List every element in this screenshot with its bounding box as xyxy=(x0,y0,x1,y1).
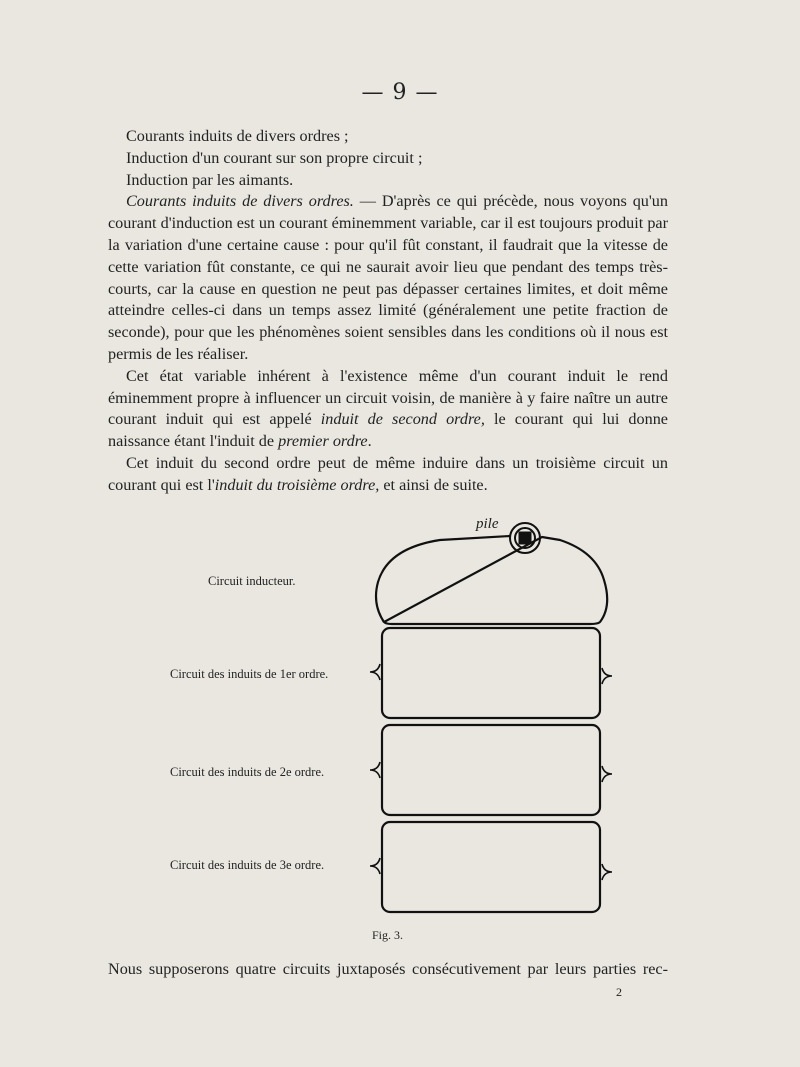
list-item: Courants induits de divers ordres ; xyxy=(126,127,349,145)
battery-icon xyxy=(510,523,540,553)
right-brace-1 xyxy=(602,668,612,684)
paragraph-2-text-b: le courant qui lui donne naissance étant l'induit de xyxy=(108,410,668,451)
paragraph-2-text-c: . xyxy=(367,432,372,451)
signature-mark: 2 xyxy=(616,985,622,999)
paragraph-2-emphasis-2: premier ordre xyxy=(278,432,368,451)
inducing-circuit xyxy=(376,536,607,624)
paragraph-1 xyxy=(108,191,668,365)
circuit-order-1 xyxy=(382,628,600,718)
paragraph-3-emphasis: induit du troisième ordre, xyxy=(214,475,380,494)
right-brace-2 xyxy=(602,766,612,782)
paragraph-1-body: — D'après ce qui précède, nous voyons qu'un courant d'induction est un courant éminemment variable, car il est toujours produit par la variation d'une certaine cause : pour qu'il fût constant, il faudrait que la vitesse de cette variation fût constante, ce qui ne saurait avoir lieu que pendant des temps très-courts, car la cause en question ne peut pas dépasser certaines limites, et doit même atteindre celles-ci dans un temps assez limité (généralement une petite fraction de seconde), pour que les phénomènes soient sensibles dans les conditions où il nous est permis de les réaliser. xyxy=(108,192,668,363)
paragraph-3-text-b: et ainsi de suite. xyxy=(379,475,488,494)
circuit-order-2 xyxy=(382,725,600,815)
paragraph-3 xyxy=(108,453,668,497)
page-number: — 9 — xyxy=(361,80,439,105)
right-brace-3 xyxy=(602,864,612,880)
bottom-line: Nous supposerons quatre circuits juxtaposés consécutivement par leurs parties rec- xyxy=(108,960,668,978)
left-brace-2 xyxy=(370,762,380,778)
body-text xyxy=(108,126,668,497)
pile-label: pile xyxy=(476,516,499,532)
paragraph-2-emphasis-1: induit de second ordre, xyxy=(320,410,485,429)
left-brace-1 xyxy=(370,664,380,680)
label-inducing-circuit: Circuit inducteur. xyxy=(208,574,296,588)
label-order-2: Circuit des induits de 2e ordre. xyxy=(170,765,325,779)
circuit-order-3 xyxy=(382,822,600,912)
figure-caption: Fig. 3. xyxy=(372,928,404,942)
list-item: Induction d'un courant sur son propre circuit ; xyxy=(126,148,423,167)
list-item: Induction par les aimants. xyxy=(126,170,294,189)
paragraph-2 xyxy=(108,366,668,453)
left-brace-3 xyxy=(370,858,380,874)
label-order-1: Circuit des induits de 1er ordre. xyxy=(170,667,329,681)
label-order-3: Circuit des induits de 3e ordre. xyxy=(170,858,325,872)
paragraph-1-lead: Courants induits de divers ordres. xyxy=(126,192,354,211)
paragraph-3-text-a: Cet induit du second ordre peut de même induire dans un troisième circuit un courant qui est l' xyxy=(108,453,668,494)
paragraph-2-text-a: Cet état variable inhérent à l'existence même d'un courant induit le rend éminemment propre à influencer un circuit voisin, de manière à y faire naître un autre courant induit qui est appelé xyxy=(108,366,668,429)
